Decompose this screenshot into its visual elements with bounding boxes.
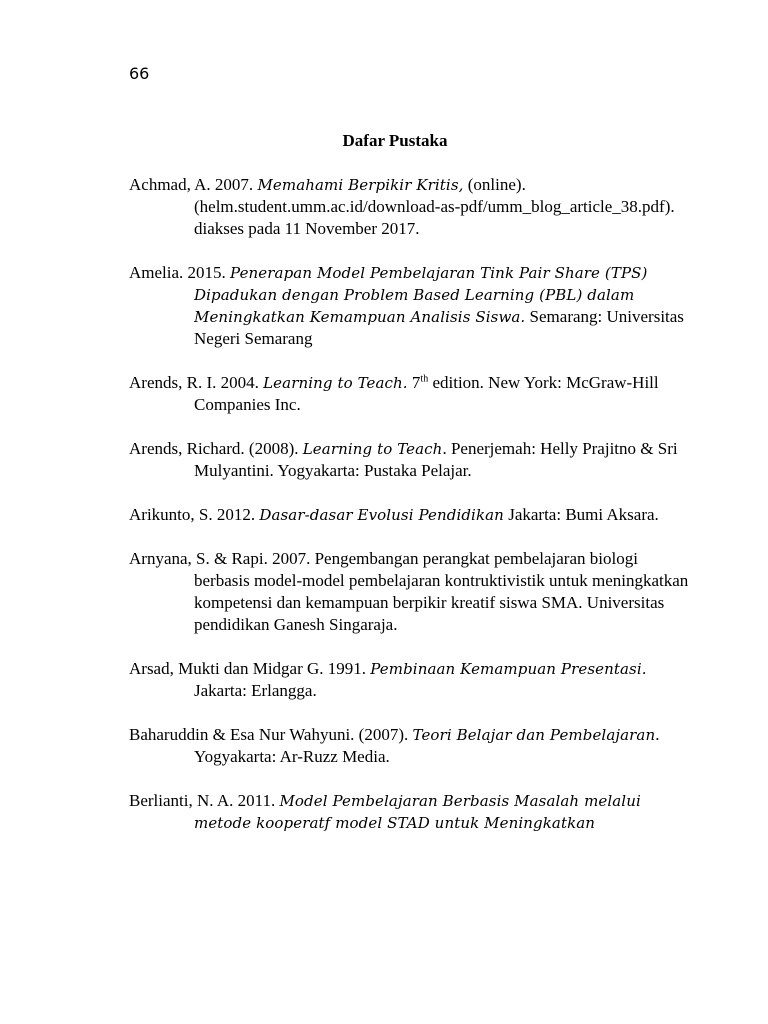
reference-edition: 7: [407, 373, 421, 392]
reference-title: Dasar-dasar Evolusi Pendidikan: [259, 506, 504, 524]
reference-entry: [129, 438, 694, 482]
reference-author: Achmad, A. 2007.: [129, 175, 258, 194]
reference-author: Amelia. 2015.: [129, 263, 231, 282]
reference-title: Learning to Teach: [302, 440, 443, 458]
reference-details: (online). (helm.student.umm.ac.id/download-as-pdf/umm_blog_article_38.pdf). diakses pada 11 November 2017.: [194, 175, 675, 238]
reference-author: Arends, R. I. 2004.: [129, 373, 264, 392]
reference-entry: [129, 372, 694, 416]
reference-title: Model Pembelajaran Berbasis Masalah melalui metode kooperatf model STAD untuk Meningkatkan: [194, 792, 641, 832]
reference-details: edition. New York: McGraw-Hill Companies Inc.: [194, 373, 659, 414]
reference-title: Penerapan Model Pembelajaran Tink Pair Share (TPS) Dipadukan dengan Problem Based Learning (PBL) dalam Meningkatkan Kemampuan Analisis Siswa.: [194, 264, 648, 326]
reference-author: Arnyana, S. & Rapi. 2007.: [129, 549, 315, 568]
reference-entry: [129, 262, 694, 350]
reference-entry: [129, 174, 694, 240]
reference-entry: [129, 658, 694, 702]
reference-details: Jakarta: Bumi Aksara.: [503, 505, 659, 524]
reference-details: Jakarta: Erlangga.: [194, 681, 317, 700]
reference-details: . Yogyakarta: Ar-Ruzz Media.: [194, 725, 660, 766]
reference-details: Pengembangan perangkat pembelajaran biologi berbasis model-model pembelajaran kontruktivistik untuk meningkatkan kompetensi dan kemampuan berpikir kreatif siswa SMA. Universitas pendidikan Ganesh Singaraja.: [194, 549, 689, 634]
reference-entry: [129, 790, 694, 834]
page-number: 66: [129, 64, 150, 83]
reference-edition-suffix: th: [420, 373, 429, 385]
reference-list: [129, 174, 694, 856]
page-title: Dafar Pustaka: [342, 131, 448, 150]
reference-entry: [129, 504, 694, 526]
reference-author: Arsad, Mukti dan Midgar G. 1991.: [129, 659, 371, 678]
reference-entry: [129, 724, 694, 768]
reference-author: Arikunto, S. 2012.: [129, 505, 260, 524]
reference-title: Teori Belajar dan Pembelajaran: [412, 726, 656, 744]
reference-entry: [129, 548, 694, 636]
reference-title: Memahami Berpikir Kritis,: [257, 176, 464, 194]
reference-author: Baharuddin & Esa Nur Wahyuni. (2007).: [129, 725, 413, 744]
reference-title: Learning to Teach.: [263, 374, 408, 392]
reference-details: Semarang: Universitas Negeri Semarang: [194, 307, 684, 348]
reference-title: Pembinaan Kemampuan Presentasi.: [370, 660, 647, 678]
reference-details: . Penerjemah: Helly Prajitno & Sri Mulyantini. Yogyakarta: Pustaka Pelajar.: [194, 439, 678, 480]
reference-author: Berlianti, N. A. 2011.: [129, 791, 280, 810]
reference-author: Arends, Richard. (2008).: [129, 439, 303, 458]
